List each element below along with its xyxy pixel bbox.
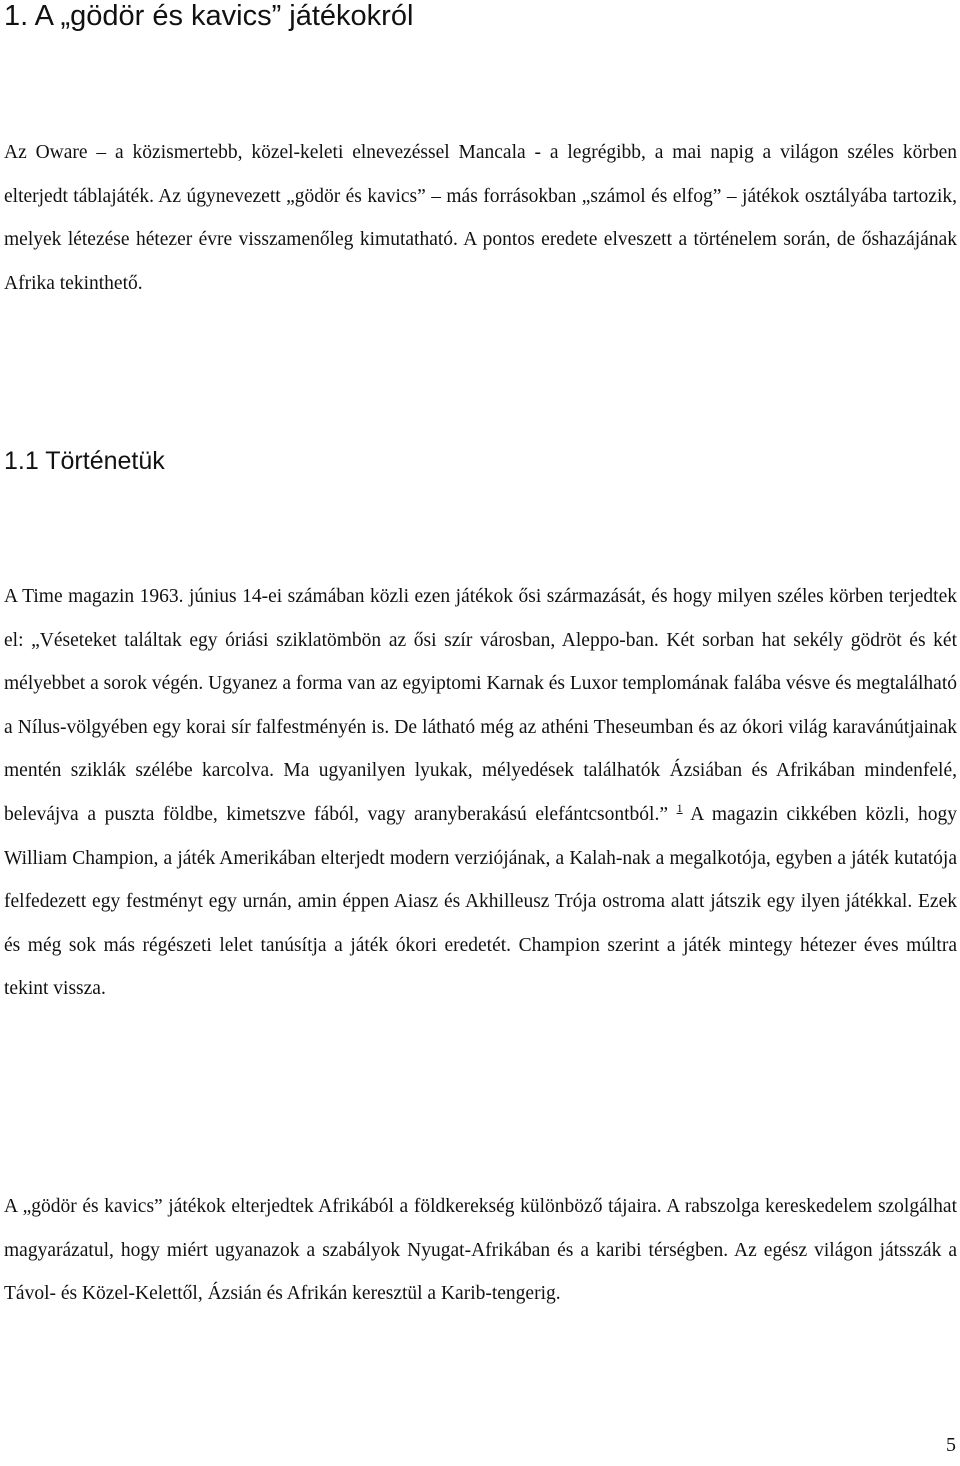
history-text-part-1: A Time magazin 1963. június 14-ei számában közli ezen játékok ősi származását, és hogy milyen széles körben terjedtek el: „Véseteket találtak egy óriási sziklatömbön az ősi szír városban, Aleppo-ban. Két sorban hat sekély gödröt és két mélyebbet a sorok végén. Ugyanez a forma van az egyiptomi Karnak és Luxor templomának falába vésve és megtalálható a Nílus-völgyében egy korai sír falfestményén is. De látható még az athéni Theseumban és az ókori világ karavánútjainak mentén sziklák szélébe karcolva. Ma ugyanilyen lyukak, mélyedések találhatók Ázsiában és Afrikában mindenfelé, belevájva a puszta földbe, kimetszve fából, vagy aranyberakású elefántcsontból.” xyxy=(4,586,957,825)
section-heading: 1. A „gödör és kavics” játékokról xyxy=(4,0,414,32)
page-number: 5 xyxy=(946,1434,956,1456)
footnote-reference-link[interactable]: 1 xyxy=(676,800,683,815)
history-paragraph xyxy=(4,575,957,1011)
subsection-heading: 1.1 Történetük xyxy=(4,447,165,475)
intro-paragraph: Az Oware – a közismertebb, közel-keleti elnevezéssel Mancala - a legrégibb, a mai napig a világon széles körben elterjedt táblajáték. Az úgynevezett „gödör és kavics” – más forrásokban „számol és elfog” – játékok osztályába tartozik, melyek létezése hétezer évre visszamenőleg kimutatható. A pontos eredete elveszett a történelem során, de őshazájának Afrika tekinthető. xyxy=(4,142,957,294)
history-text-part-2: A magazin cikkében közli, hogy William Champion, a játék Amerikában elterjedt modern verziójának, a Kalah-nak a megalkotója, egyben a játék kutatója felfedezett egy festményt egy urnán, amin éppen Aiasz és Akhilleusz Trója ostroma alatt játszik egy ilyen játékkal. Ezek és még sok más régészeti lelet tanúsítja a játék ókori eredetét. Champion szerint a játék mintegy hétezer éves múltra tekint vissza. xyxy=(4,803,957,1000)
spread-paragraph: A „gödör és kavics” játékok elterjedtek Afrikából a földkerekség különböző tájaira. A rabszolga kereskedelem szolgálhat magyarázatul, hogy miért ugyanazok a szabályok Nyugat-Afrikában és a karibi térségben. Az egész világon játsszák a Távol- és Közel-Kelettől, Ázsián és Afrikán keresztül a Karib-tengerig. xyxy=(4,1196,957,1305)
